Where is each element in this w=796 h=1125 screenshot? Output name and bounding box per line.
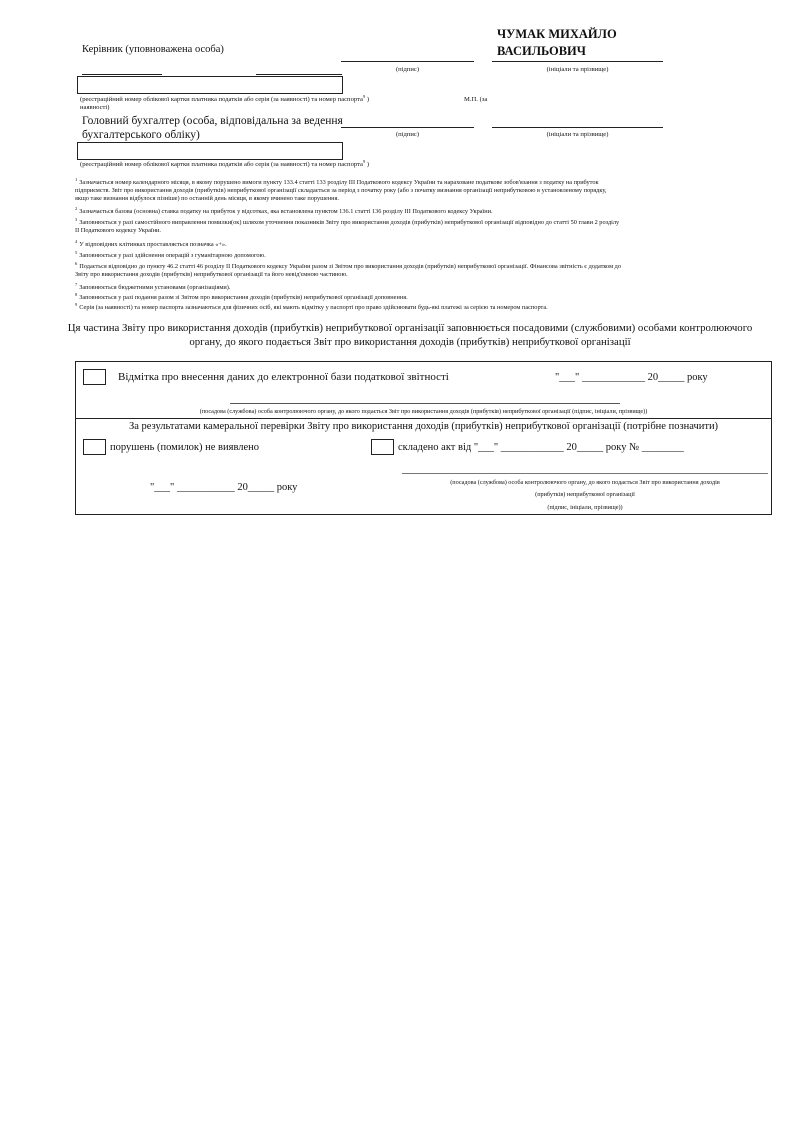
head-stamp-caption-2: наявності) [80, 104, 110, 111]
ebase-mark-label: Відмітка про внесення даних до електронної бази податкової звітності [118, 371, 449, 383]
results-heading: За результатами камеральної перевірки Звіту про використання доходів (прибутків) неприбуткової організації (потрібне позначити) [128, 421, 719, 432]
accountant-initials-line [492, 127, 663, 128]
footnote-7: $^7$ Заповнюється бюджетними установами (організаціями). [75, 281, 231, 291]
footnote-3: $^3$ Заповнюється у разі самостійного виправлення помилки(ок) шляхом уточнення показників Звіту про використання доходів (прибутків) неприбуткової організації відповідно до статті 50 глави 2 розділу ІІ Податкового кодексу України. [75, 216, 620, 234]
head-reg-caption: (реєстраційний номер облікової картки платника податків або серія (за наявності) та номер паспорта$^9$ ) [80, 93, 370, 103]
accountant-signature-caption: (підпис) [395, 131, 420, 138]
head-initials-caption: (ініціали та прізвище) [546, 66, 609, 73]
control-intro-line1: Ця частина Звіту про використання доходів (прибутків) неприбуткової організації заповнюється посадовими (службовими) особами контролюючого [67, 322, 753, 334]
bottom-date[interactable]: "___" ___________ 20_____ року [150, 482, 298, 493]
head-name-line2: ВАСИЛЬОВИЧ [497, 44, 586, 58]
ebase-mark-checkbox[interactable] [83, 369, 106, 385]
accountant-reg-caption: (реєстраційний номер облікової картки платника податків або серія (за наявності) та номер паспорта$^9$ ) [80, 158, 370, 168]
head-signature-caption: (підпис) [395, 66, 420, 73]
head-blank-line-1 [82, 74, 162, 75]
act-checkbox[interactable] [371, 439, 394, 455]
official-caption-2-line2: (прибутків) неприбуткової організації [535, 491, 635, 498]
control-table-divider [75, 418, 772, 419]
accountant-reg-number-field[interactable] [77, 142, 343, 160]
official-caption-2-line1: (посадова (службова) особа контролюючого органу, до якого подається Звіт про використання доходів [450, 479, 720, 486]
head-reg-number-field[interactable] [77, 76, 343, 94]
footnote-6: $^6$ Подається відповідно до пункту 46.2 статті 46 розділу ІІ Податкового кодексу України разом зі Звітом про використання доходів (прибутків) неприбуткової організації. Фінансова звітність є додатком до Звіту про використання доходів (прибутків) неприбуткової організації та його невід'ємною частиною. [75, 260, 622, 278]
footnote-8: $^8$ Заповнюється у разі подання разом зі Звітом про використання доходів (прибутків) неприбуткової організації доповнення. [75, 291, 408, 301]
head-blank-line-2 [256, 74, 342, 75]
head-name-line1: ЧУМАК МИХАЙЛО [497, 27, 617, 41]
footnote-5: $^5$ Заповнюється у разі здійснення операцій з гуманітарною допомогою. [75, 249, 266, 259]
accountant-initials-caption: (ініціали та прізвище) [546, 131, 609, 138]
act-label[interactable]: складено акт від "___" ____________ 20_____ року № ________ [398, 442, 684, 453]
official-signature-line [230, 403, 620, 404]
official-caption-2-line3: (підпис, ініціали, прізвище)) [547, 504, 623, 511]
footnote-9: $^9$ Серія (за наявності) та номер паспорта зазначаються для фізичних осіб, які мають відмітку у паспорті про право здійснювати будь-які платежі за серією та номером паспорта. [75, 301, 548, 311]
footnote-2: $^2$ Зазначається базова (основна) ставка податку на прибуток у відсотках, яка встановлена пунктом 136.1 статті 136 розділу ІІІ Податкового кодексу України. [75, 205, 493, 215]
accountant-signature-line [341, 127, 474, 128]
head-initials-line [492, 61, 663, 62]
control-intro-line2: органу, до якого подається Звіт про використання доходів (прибутків) неприбуткової організації [189, 336, 631, 348]
accountant-label-line1: Головний бухгалтер (особа, відповідальна за ведення [82, 115, 343, 127]
head-stamp-caption: М.П. (за [464, 96, 488, 103]
official-signature-line-2 [402, 473, 768, 474]
footnote-1: $^1$ Зазначається номер календарного місяця, в якому порушено вимоги пункту 133.4 статті 133 розділу ІІІ Податкового кодексу України та нараховане податкове зобов'язання з податку на прибуток підприємств. Звіт про використання доходів (прибутків) неприбуткової організації складається за період з початку року (або з початку визнання організації неприбутковою в установленому порядку, якщо таке визнання відбулося пізніше) по останній день місяця, в якому вчинено таке порушення. [75, 176, 607, 202]
head-label: Керівник (уповноважена особа) [82, 44, 224, 55]
official-caption: (посадова (службова) особа контролюючого органу, до якого подається Звіт про використання доходів (прибутків) неприбуткової організації (підпис, ініціали, прізвище)) [199, 408, 648, 415]
accountant-label-line2: бухгалтерського обліку) [82, 129, 200, 141]
no-violations-label: порушень (помилок) не виявлено [110, 442, 260, 453]
ebase-date[interactable]: "___" ____________ 20_____ року [555, 372, 708, 383]
head-signature-line [341, 61, 474, 62]
footnote-4: $^4$ У відповідних клітинках проставляється позначка «+». [75, 238, 227, 248]
no-violations-checkbox[interactable] [83, 439, 106, 455]
